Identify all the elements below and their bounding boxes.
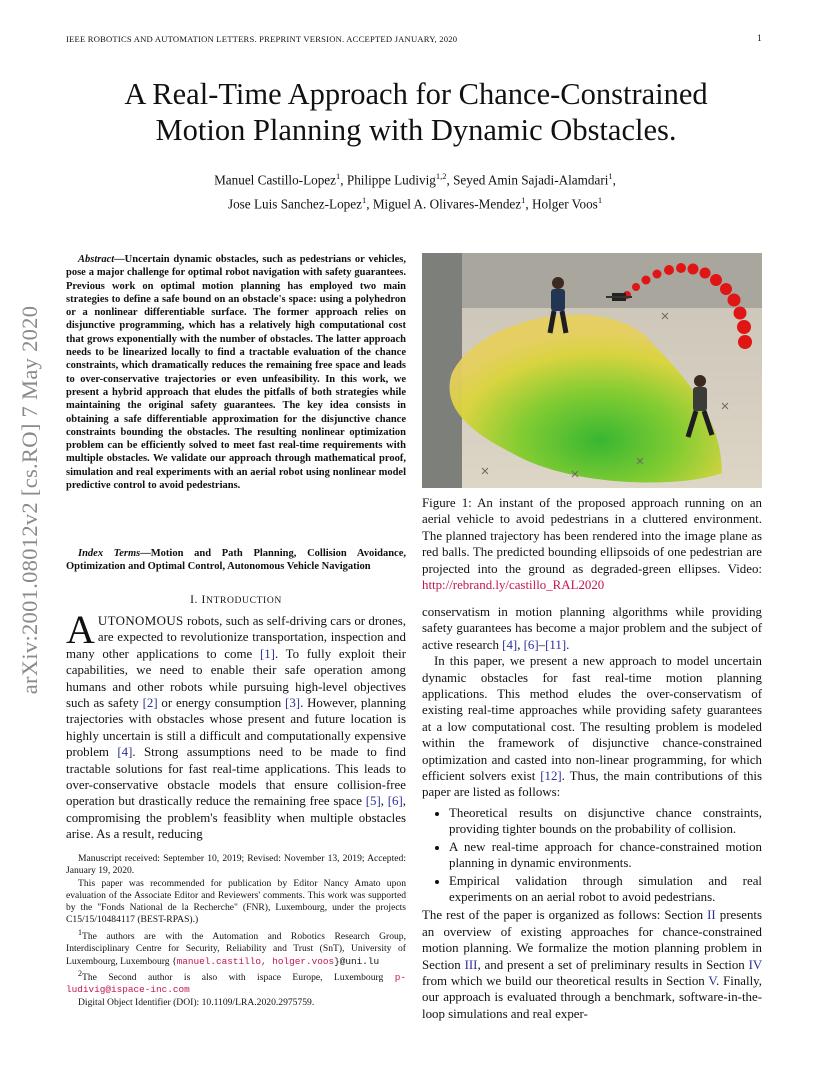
footnote-mark: 2 (78, 968, 82, 978)
abstract (66, 253, 406, 492)
title-line-2: Motion Planning with Dynamic Obstacles. (155, 113, 677, 147)
running-header: IEEE ROBOTICS AND AUTOMATION LETTERS. PREPRINT VERSION. ACCEPTED JANUARY, 2020 (66, 34, 458, 44)
footnote-text: The Second author is also with ispace Europe, Luxembourg (82, 972, 395, 984)
drop-cap: A (66, 607, 95, 652)
citation-link[interactable]: [6] (387, 794, 403, 809)
author-name: Manuel Castillo-Lopez (214, 172, 337, 188)
figure-1-photo (422, 253, 762, 488)
paragraph (422, 907, 762, 1022)
footnote-manuscript: Manuscript received: September 10, 2019; Revised: November 13, 2019; Accepted: January 19, 2020. (66, 853, 406, 877)
author-name: Seyed Amin Sajadi-Alamdari (453, 172, 609, 188)
introduction-body (66, 607, 407, 843)
lab-scene-image (422, 253, 762, 488)
index-terms-text: —Motion and Path Planning, Collision Avoidance, Optimization and Optimal Control, Autonomous Vehicle Navigation (66, 548, 406, 573)
body-text: In this paper, we present a new approach to model uncertain dynamic obstacles for fast real-time motion planning applications. This method eludes the over-conservatism of existing real-time approaches while providing safety guarantees at a low computational cost. The resulting problem is modeled within the framework of disjunctive chance-constrained optimization and casted into non-linear programming, for which efficient solvers exist (422, 654, 762, 784)
footnote-mark: 1 (78, 927, 82, 937)
author-list (90, 166, 740, 215)
section-link[interactable]: IV (748, 957, 762, 972)
body-text: – (538, 637, 546, 652)
section-title: NTRODUCTION (206, 595, 282, 606)
page-number: 1 (757, 34, 762, 44)
email-link[interactable]: p-ludivig@ispace-inc.com (66, 972, 406, 996)
paragraph (422, 653, 762, 801)
affiliation-mark: 1 (361, 195, 367, 206)
list-item: • Empirical validation through simulation and real experiments on an aerial robot to avoid pedestrians. (449, 873, 762, 906)
index-terms-label: Index Terms (78, 548, 141, 559)
citation-link[interactable]: [3] (285, 696, 301, 711)
citation-link[interactable]: [4] (502, 637, 518, 652)
section-link[interactable]: V (708, 973, 717, 988)
small-caps-lead: UTONOMOUS (97, 614, 184, 628)
body-text: , compromising the problem's feasiblity when multiple obstacles arise. As a result, reducing (66, 794, 406, 842)
affiliation-mark: 1 (608, 171, 613, 181)
abstract-label: Abstract (78, 254, 115, 265)
section-link[interactable]: III (464, 957, 478, 972)
body-text: , (380, 794, 388, 809)
index-terms (66, 547, 406, 574)
body-text: robots, such as self-driving cars or drones, are expected to revolutionize transportation, inspection and many other applications to come (66, 614, 406, 661)
caption-text: Figure 1: An instant of the proposed approach running on an aerial vehicle to avoid pedestrians in a cluttered environment. The planned trajectory has been rendered into the image plane as red balls. The predicted bounding ellipsoids of one pedestrian are projected into the ground as degraded-green ellipses. Video: (422, 496, 762, 576)
body-text: . Finally, our approach is evaluated through a benchmark, software-in-the-loop simulations and real exper- (422, 973, 762, 1021)
list-item: • A new real-time approach for chance-constrained motion planning in dynamic environments. (449, 839, 762, 872)
section-number: I. I (190, 593, 207, 606)
body-text: . (566, 637, 570, 652)
author-name: Jose Luis Sanchez-Lopez (227, 196, 362, 212)
body-text: from which we build our theoretical results in Section (422, 973, 709, 988)
paper-title (66, 76, 766, 148)
footnote-recommendation: This paper was recommended for publication by Editor Nancy Amato upon evaluation of the Associate Editor and Reviewers' comments. This work was supported by the "Fonds National de la Recherche" (FNR), Luxembourg, under the projects C15/15/10484117 (BEST-RPAS).) (66, 877, 406, 926)
affiliation-mark: 1 (336, 171, 341, 181)
affiliation-mark: 1 (597, 195, 603, 206)
citation-link[interactable]: [4] (117, 745, 133, 760)
body-text: . To fully exploit their capabilities, we need to enable their safe operation among humans and other robots while pursuing high-level objectives such as safety (66, 646, 407, 711)
footnote-affiliation-2 (66, 968, 406, 997)
body-text: or energy consumption (157, 696, 286, 711)
arxiv-stamp (0, 280, 60, 720)
author-line-1: Manuel Castillo-Lopez$^1$, Philippe Ludivig$^{1,2}$, Seyed Amin Sajadi-Alamdari$^1$, (214, 171, 616, 188)
body-text: . However, planning trajectories with obstacles whose present and future location is highly uncertain is still a difficult and computationally expensive problem (66, 696, 406, 760)
citation-link[interactable]: [6] (523, 637, 539, 652)
section-link[interactable]: II (707, 908, 716, 923)
paragraph (422, 604, 762, 653)
citation-link[interactable]: [11] (545, 637, 567, 652)
body-text: presents an overview of existing approaches for chance-constrained motion planning. We formalize the motion planning problem in Section (422, 908, 762, 972)
footnote-doi: Digital Object Identifier (DOI): 10.1109/LRA.2020.2975759. (78, 996, 315, 1008)
footnote-text: The authors are with the Automation and Robotics Research Group, Interdisciplinary Centre for Security, Reliability and Trust (SnT), University of Luxembourg, Luxembourg { (66, 930, 406, 967)
citation-link[interactable]: [2] (142, 696, 158, 711)
figure-caption (422, 495, 762, 593)
list-item: • Theoretical results on disjunctive chance constraints, providing tighter bounds on the probability of collision. (449, 805, 762, 838)
author-name: Holger Voos (531, 196, 598, 212)
body-text: , (517, 637, 524, 652)
section-heading-introduction (66, 593, 406, 606)
citation-link[interactable]: [12] (540, 769, 562, 784)
body-text: . Strong assumptions need to be made to find tractable solutions for fast real-time applications. This leads to over-conservative obstacle models that ensure collision-free operation but drastically reduce the remaining free space (66, 745, 406, 809)
footnotes (66, 853, 406, 1009)
email-domain: }@uni.lu (334, 955, 380, 967)
title-line-1: A Real-Time Approach for Chance-Constrained (124, 77, 708, 111)
body-text: , and present a set of preliminary results in Section (477, 957, 749, 972)
email-link[interactable]: manuel.castillo, holger.voos (176, 955, 335, 967)
video-link[interactable]: http://rebrand.ly/castillo_RAL2020 (422, 578, 605, 593)
body-text: . Thus, the main contributions of this paper are listed as follows: (422, 769, 762, 800)
affiliation-mark: 1,2 (435, 171, 447, 181)
citation-link[interactable]: [5] (365, 794, 381, 809)
contributions-list (422, 805, 762, 905)
citation-link[interactable]: [1] (259, 646, 275, 661)
author-name: Philippe Ludivig (346, 172, 436, 188)
body-text: The rest of the paper is organized as follows: Section (422, 908, 708, 923)
author-line-2: Jose Luis Sanchez-Lopez$^1$, Miguel A. Olivares-Mendez$^1$, Holger Voos$^1$ (227, 195, 603, 212)
abstract-text: —Uncertain dynamic obstacles, such as pedestrians or vehicles, pose a major challenge for optimal robot navigation with safety guarantees. Previous work on optimal motion planning has employed two main strategies to define a safe bound on an obstacle's space: using a polyhedron or a nonlinear differentiable surface. The former approach relies on disjunctive programming, which has a relatively high computational cost that grows exponentially with the number of obstacles. The latter approach needs to be linearized locally to find a tractable evaluation of the chance constraints, which dramatically reduces the remaining free space and leads to over-conservative trajectories or even unfeasibility. In this work, we present a hybrid approach that eludes the pitfalls of both strategies while maintaining the original safety guarantees. The key idea consists in obtaining a safe differentiable approximation for the disjunctive chance constraints bounding the obstacles. The resulting nonlinear optimization problem can be efficiently solved to meet fast real-time requirements with multiple obstacles. We validate our approach through mathematical proof, simulation and real experiments with an aerial robot using nonlinear model predictive control to avoid pedestrians. (66, 254, 406, 492)
footnote-affiliation-1 (66, 927, 406, 968)
body-text: conservatism in motion planning algorithms while providing safety guarantees has become a major problem and the subject of active research (422, 605, 762, 652)
affiliation-mark: 1 (521, 195, 526, 206)
author-name: Miguel A. Olivares-Mendez (372, 196, 522, 212)
right-column-body (422, 604, 762, 1022)
arxiv-identifier[interactable]: arXiv:2001.08012v2 [cs.RO] 7 May 2020 (17, 305, 42, 695)
